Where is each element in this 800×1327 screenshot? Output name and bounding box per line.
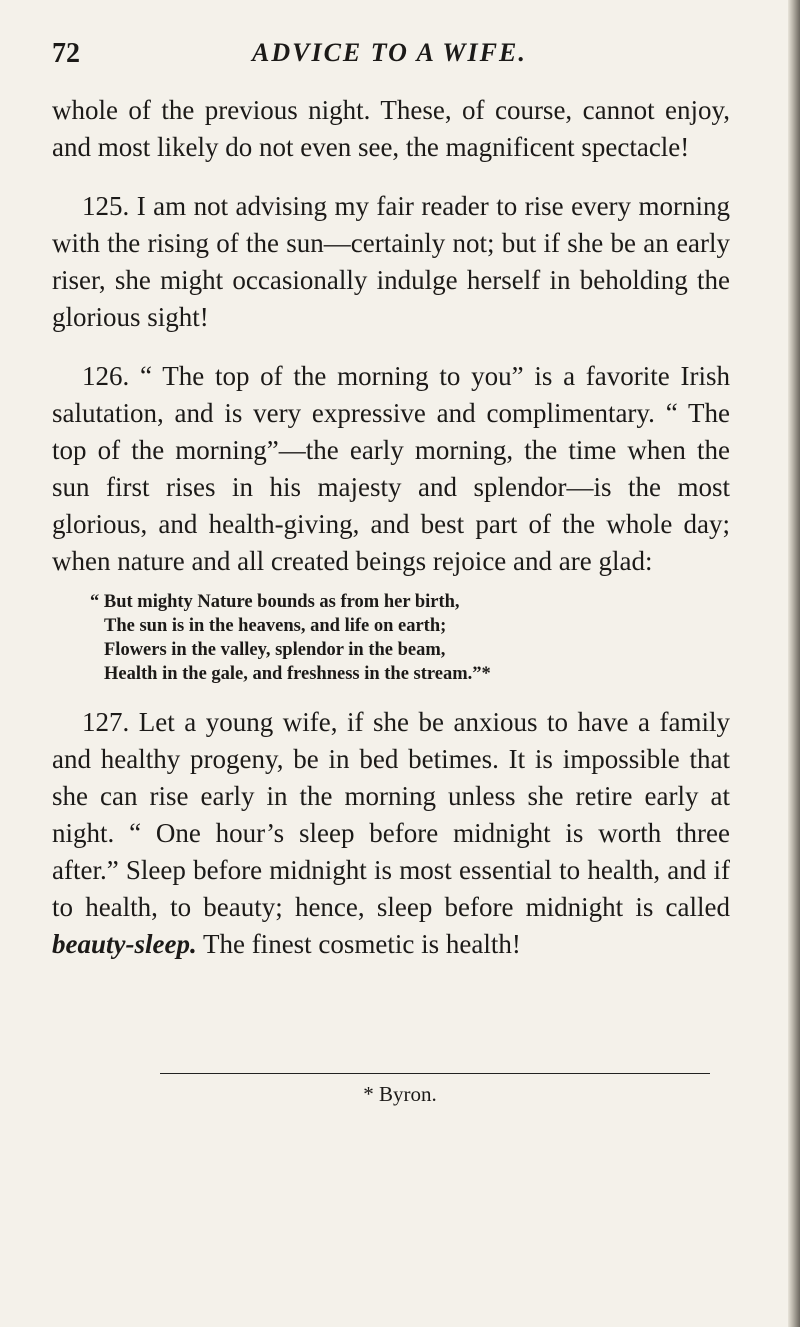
italic-term: beauty-sleep. [52,929,197,959]
paragraph-127-closing: The finest cosmetic is health! [202,929,521,959]
poem-line: “ But mighty Nature bounds as from her birth, [90,592,460,612]
poem-line: Health in the gale, and freshness in the stream.”* [104,664,491,684]
page-edge-shadow [788,0,800,1327]
page-body [52,92,730,985]
page-number: 72 [52,38,80,69]
footnote-rule [160,1073,710,1074]
paragraph-continued: whole of the previous night. These, of course, cannot enjoy, and most likely do not even see, the magnificent spectacle! [52,95,730,162]
paragraph-127 [52,704,730,963]
paragraph-125: 125. I am not advising my fair reader to rise every morning with the rising of the sun—certainly not; but if she be an early riser, she might occasionally indulge herself in beholding the glorious sight! [52,191,730,332]
paragraph-127-text: 127. Let a young wife, if she be anxious to have a family and healthy progeny, be in bed betimes. It is impossible that she can rise early in the morning unless she retire early at night. “ One hour’s sleep before midnight is worth three after.” Sleep before midnight is most essential to health, and if to health, to beauty; hence, sleep before midnight is called [52,707,730,922]
poem-line: Flowers in the valley, splendor in the beam, [104,640,446,660]
poem-quotation [90,590,730,686]
footnote: * Byron. [363,1082,437,1106]
poem-line: The sun is in the heavens, and life on earth; [104,616,447,636]
paragraph-126: 126. “ The top of the morning to you” is a favorite Irish salutation, and is very expressive and complimentary. “ The top of the morning”—the early morning, the time when the sun first rises in his majesty and splendor—is the most glorious, and health-giving, and best part of the whole day; when nature and all created beings rejoice and are glad: [52,361,730,576]
running-title: ADVICE TO A WIFE. [252,38,527,67]
page-header [52,38,742,78]
